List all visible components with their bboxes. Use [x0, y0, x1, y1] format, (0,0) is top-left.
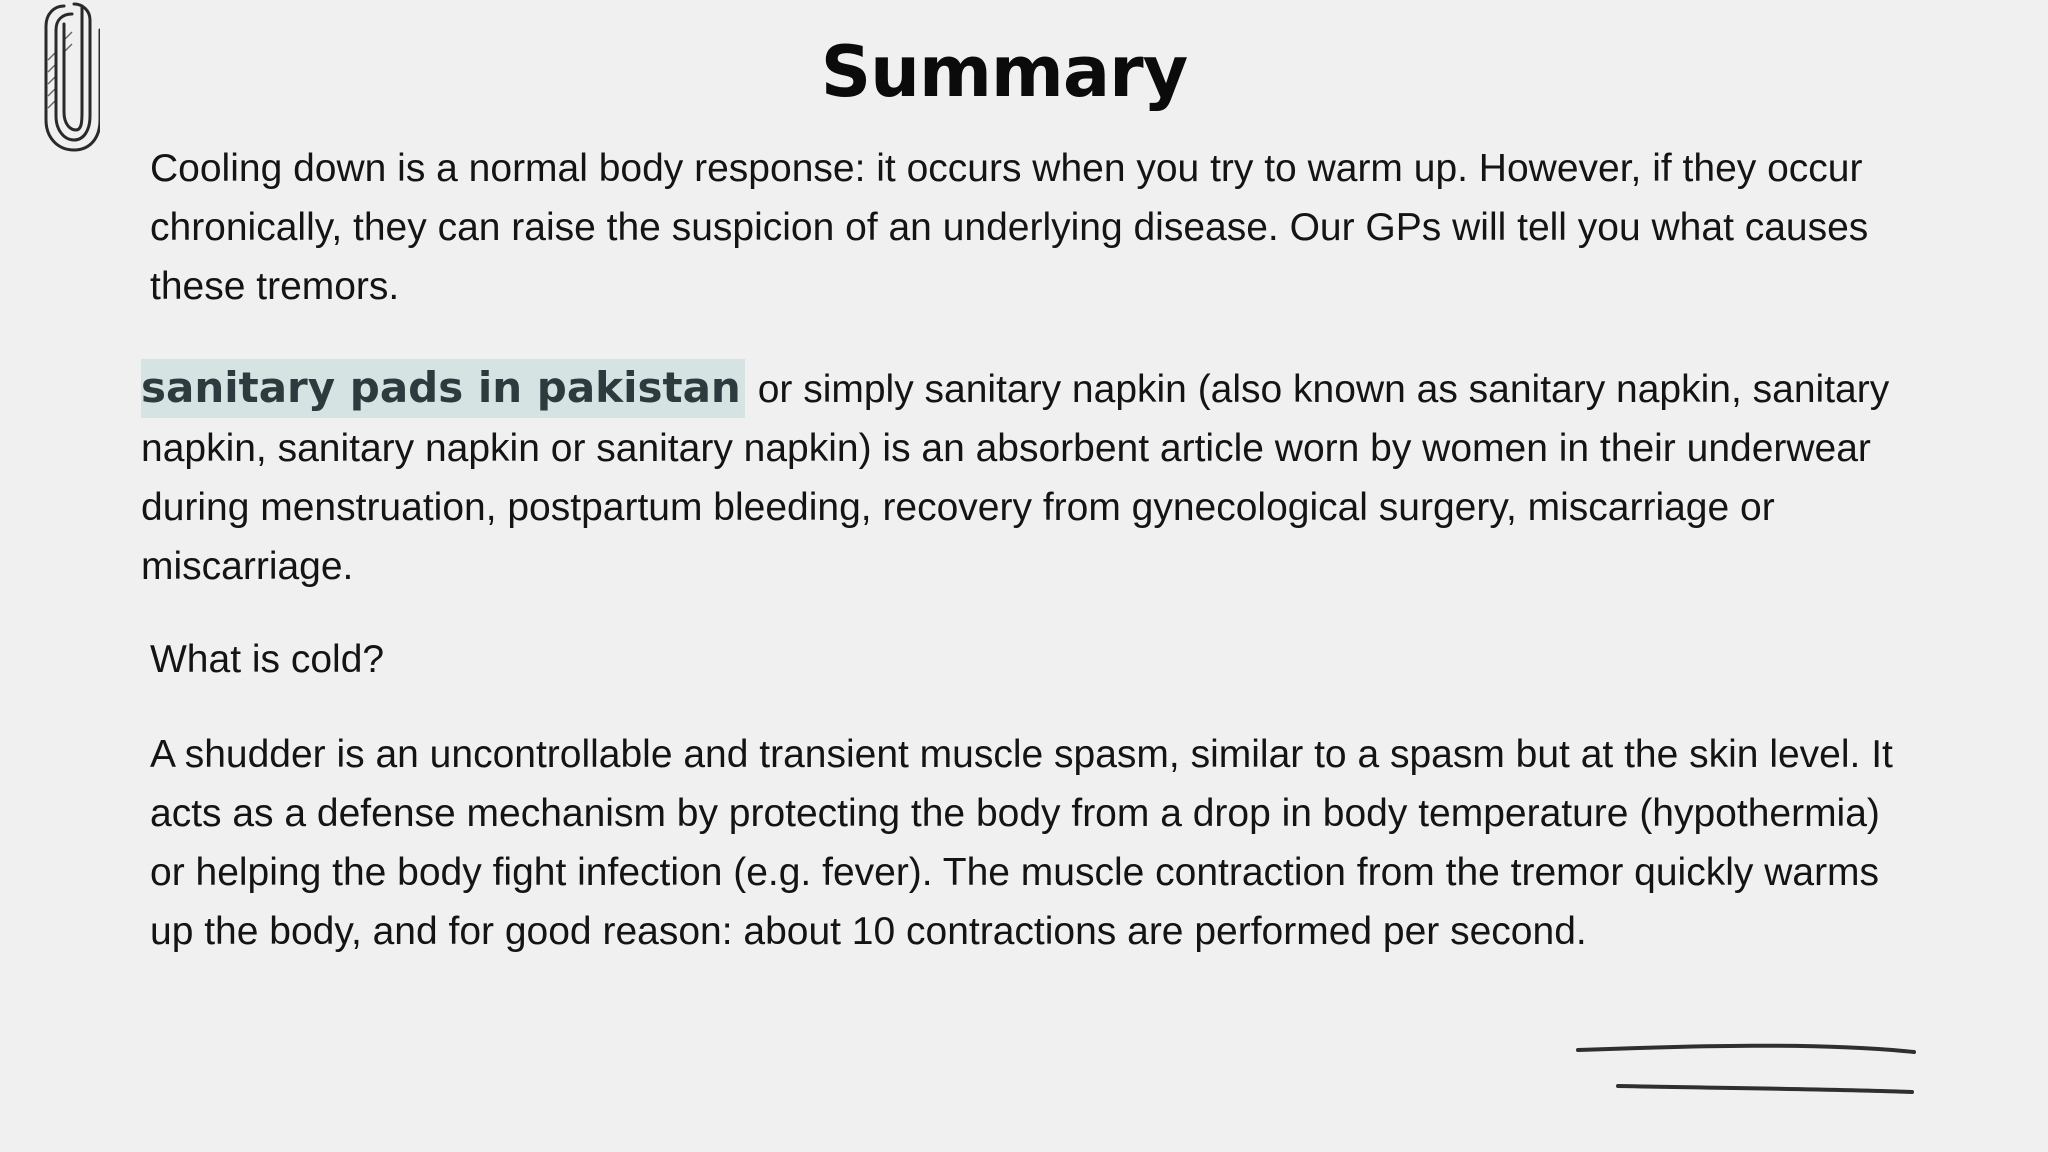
explanation-paragraph: A shudder is an uncontrollable and transient muscle spasm, similar to a spasm but at the skin level. It acts as a defense mechanism by protecting the body from a drop in body temperature (hypothermia) or helping the body fight infection (e.g. fever). The muscle contraction from the tremor quickly warms up the body, and for good reason: about 10 contractions are performed per second.	[150, 733, 1893, 953]
highlighted-keyword: sanitary pads in pakistan	[141, 359, 745, 418]
section-heading: What is cold?	[150, 638, 385, 681]
definition-paragraph	[141, 358, 1901, 596]
scribble-lines	[1568, 1030, 1928, 1100]
definition-text: or simply sanitary napkin (also known as sanitary napkin, sanitary napkin, sanitary napkin or sanitary napkin) is an absorbent article worn by women in their underwear during menstruation, postpartum bleeding, recovery from gynecological surgery, miscarriage or miscarriage.	[141, 368, 1890, 588]
page-title: Summary	[820, 31, 1188, 113]
intro-paragraph: Cooling down is a normal body response: it occurs when you try to warm up. However, if they occur chronically, they can raise the suspicion of an underlying disease. Our GPs will tell you what causes these tremors.	[150, 147, 1869, 308]
